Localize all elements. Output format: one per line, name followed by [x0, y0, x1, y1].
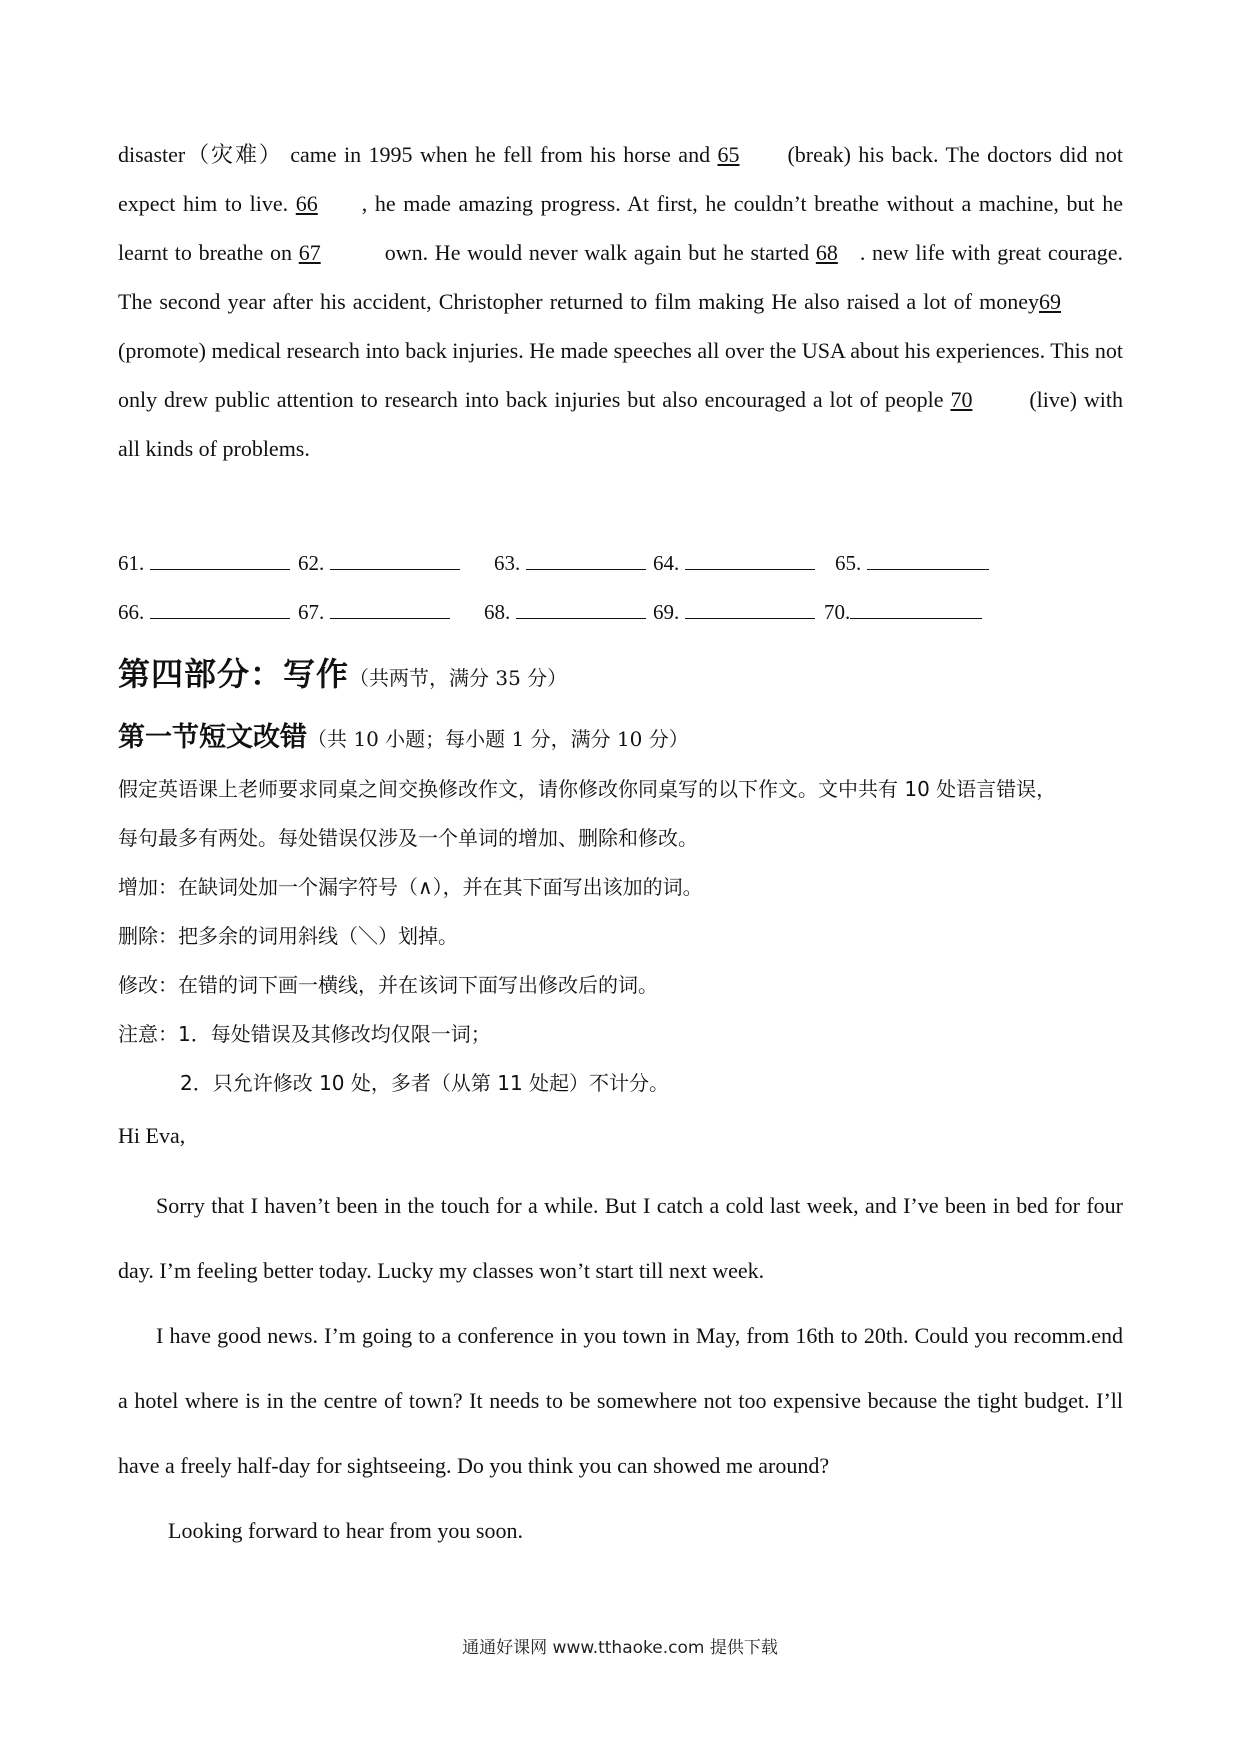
- answer-slot-69[interactable]: 69.: [653, 588, 815, 637]
- letter-paragraph-1: Sorry that I haven’t been in the touch for a while. But I catch a cold last week, and I’ve been in bed for four day. I’m feeling better today. Lucky my classes won’t start till next week.: [118, 1193, 1123, 1283]
- passage-text: (live) with all kinds of problems.: [118, 387, 1123, 461]
- section-note: （共两节，满分 35 分）: [349, 666, 568, 690]
- subsection-title: 第一节短文改错: [118, 722, 307, 753]
- answer-slot-63[interactable]: 63.: [494, 539, 646, 588]
- blank-68: 68: [815, 240, 838, 265]
- blank-67: 67: [298, 240, 321, 265]
- answer-slot-65[interactable]: 65.: [835, 539, 989, 588]
- instruction-line: 假定英语课上老师要求同桌之间交换修改作文，请你修改你同桌写的以下作文。文中共有 10 处语言错误，: [118, 777, 1057, 801]
- blank-70: 70: [950, 387, 973, 412]
- passage-text: . new life with great courage. The second year after his accident, Christopher returned to film making He also raised a lot of money: [118, 240, 1123, 314]
- subsection-note: （共 10 小题；每小题 1 分，满分 10 分）: [307, 727, 689, 751]
- answer-slot-67[interactable]: 67.: [298, 588, 450, 637]
- answer-row-1: [118, 539, 1123, 588]
- page-footer: 通通好课网 www.tthaoke.com 提供下载: [462, 1638, 778, 1658]
- passage-text: (promote) medical research into back injuries. He made speeches all over the USA about his experiences. This not only drew public attention to research into back injuries but also encouraged a lot of people: [118, 338, 1123, 412]
- letter-paragraph-2: I have good news. I’m going to a conference in you town in May, from 16th to 20th. Could you recomm.end a hotel where is in the centre of town? It needs to be somewhere not too expensive because the tight budget. I’ll have a freely half-day for sightseeing. Do you think you can showed me around?: [118, 1323, 1123, 1478]
- passage-text: , he made amazing progress. At first, he couldn’t breathe without a machine, but he learnt to breathe on: [118, 191, 1124, 265]
- subsection-heading: [118, 715, 689, 754]
- answer-slot-68[interactable]: 68.: [484, 588, 646, 637]
- instruction-add: 增加：在缺词处加一个漏字符号（∧），并在其下面写出该加的词。: [118, 875, 703, 899]
- passage-text: own. He would never walk again but he started: [384, 240, 816, 265]
- letter-greeting: Hi Eva,: [118, 1123, 186, 1148]
- answer-row-2: [118, 588, 1123, 637]
- answer-slot-64[interactable]: 64.: [653, 539, 815, 588]
- blank-66: 66: [295, 191, 318, 216]
- instruction-note-2: 2．只允许修改 10 处，多者（从第 11 处起）不计分。: [180, 1071, 670, 1095]
- letter: [118, 1103, 1123, 1563]
- passage-text: (break) his back. The doctors did not expect him to live.: [118, 142, 1123, 216]
- answer-slot-62[interactable]: 62.: [298, 539, 460, 588]
- section-heading: [118, 649, 567, 695]
- answer-sheet: [118, 539, 1123, 637]
- answer-slot-70[interactable]: 70.: [824, 588, 982, 637]
- instruction-delete: 删除：把多余的词用斜线（＼）划掉。: [118, 924, 458, 948]
- instruction-modify: 修改：在错的词下画一横线，并在该词下面写出修改后的词。: [118, 973, 658, 997]
- section-title: 第四部分：写作: [118, 655, 350, 693]
- passage-text: disaster（灾难） came in 1995 when he fell from his horse and: [118, 142, 718, 167]
- blank-65: 65: [717, 142, 740, 167]
- instructions: [118, 765, 1128, 1108]
- answer-slot-66[interactable]: 66.: [118, 588, 290, 637]
- passage-paragraph: [118, 130, 1123, 473]
- instruction-note-1: 注意：1．每处错误及其修改均仅限一词；: [118, 1022, 491, 1046]
- answer-slot-61[interactable]: 61.: [118, 539, 290, 588]
- instruction-line: 每句最多有两处。每处错误仅涉及一个单词的增加、删除和修改。: [118, 826, 698, 850]
- blank-69: 69: [1039, 289, 1061, 314]
- letter-closing: Looking forward to hear from you soon.: [168, 1518, 523, 1543]
